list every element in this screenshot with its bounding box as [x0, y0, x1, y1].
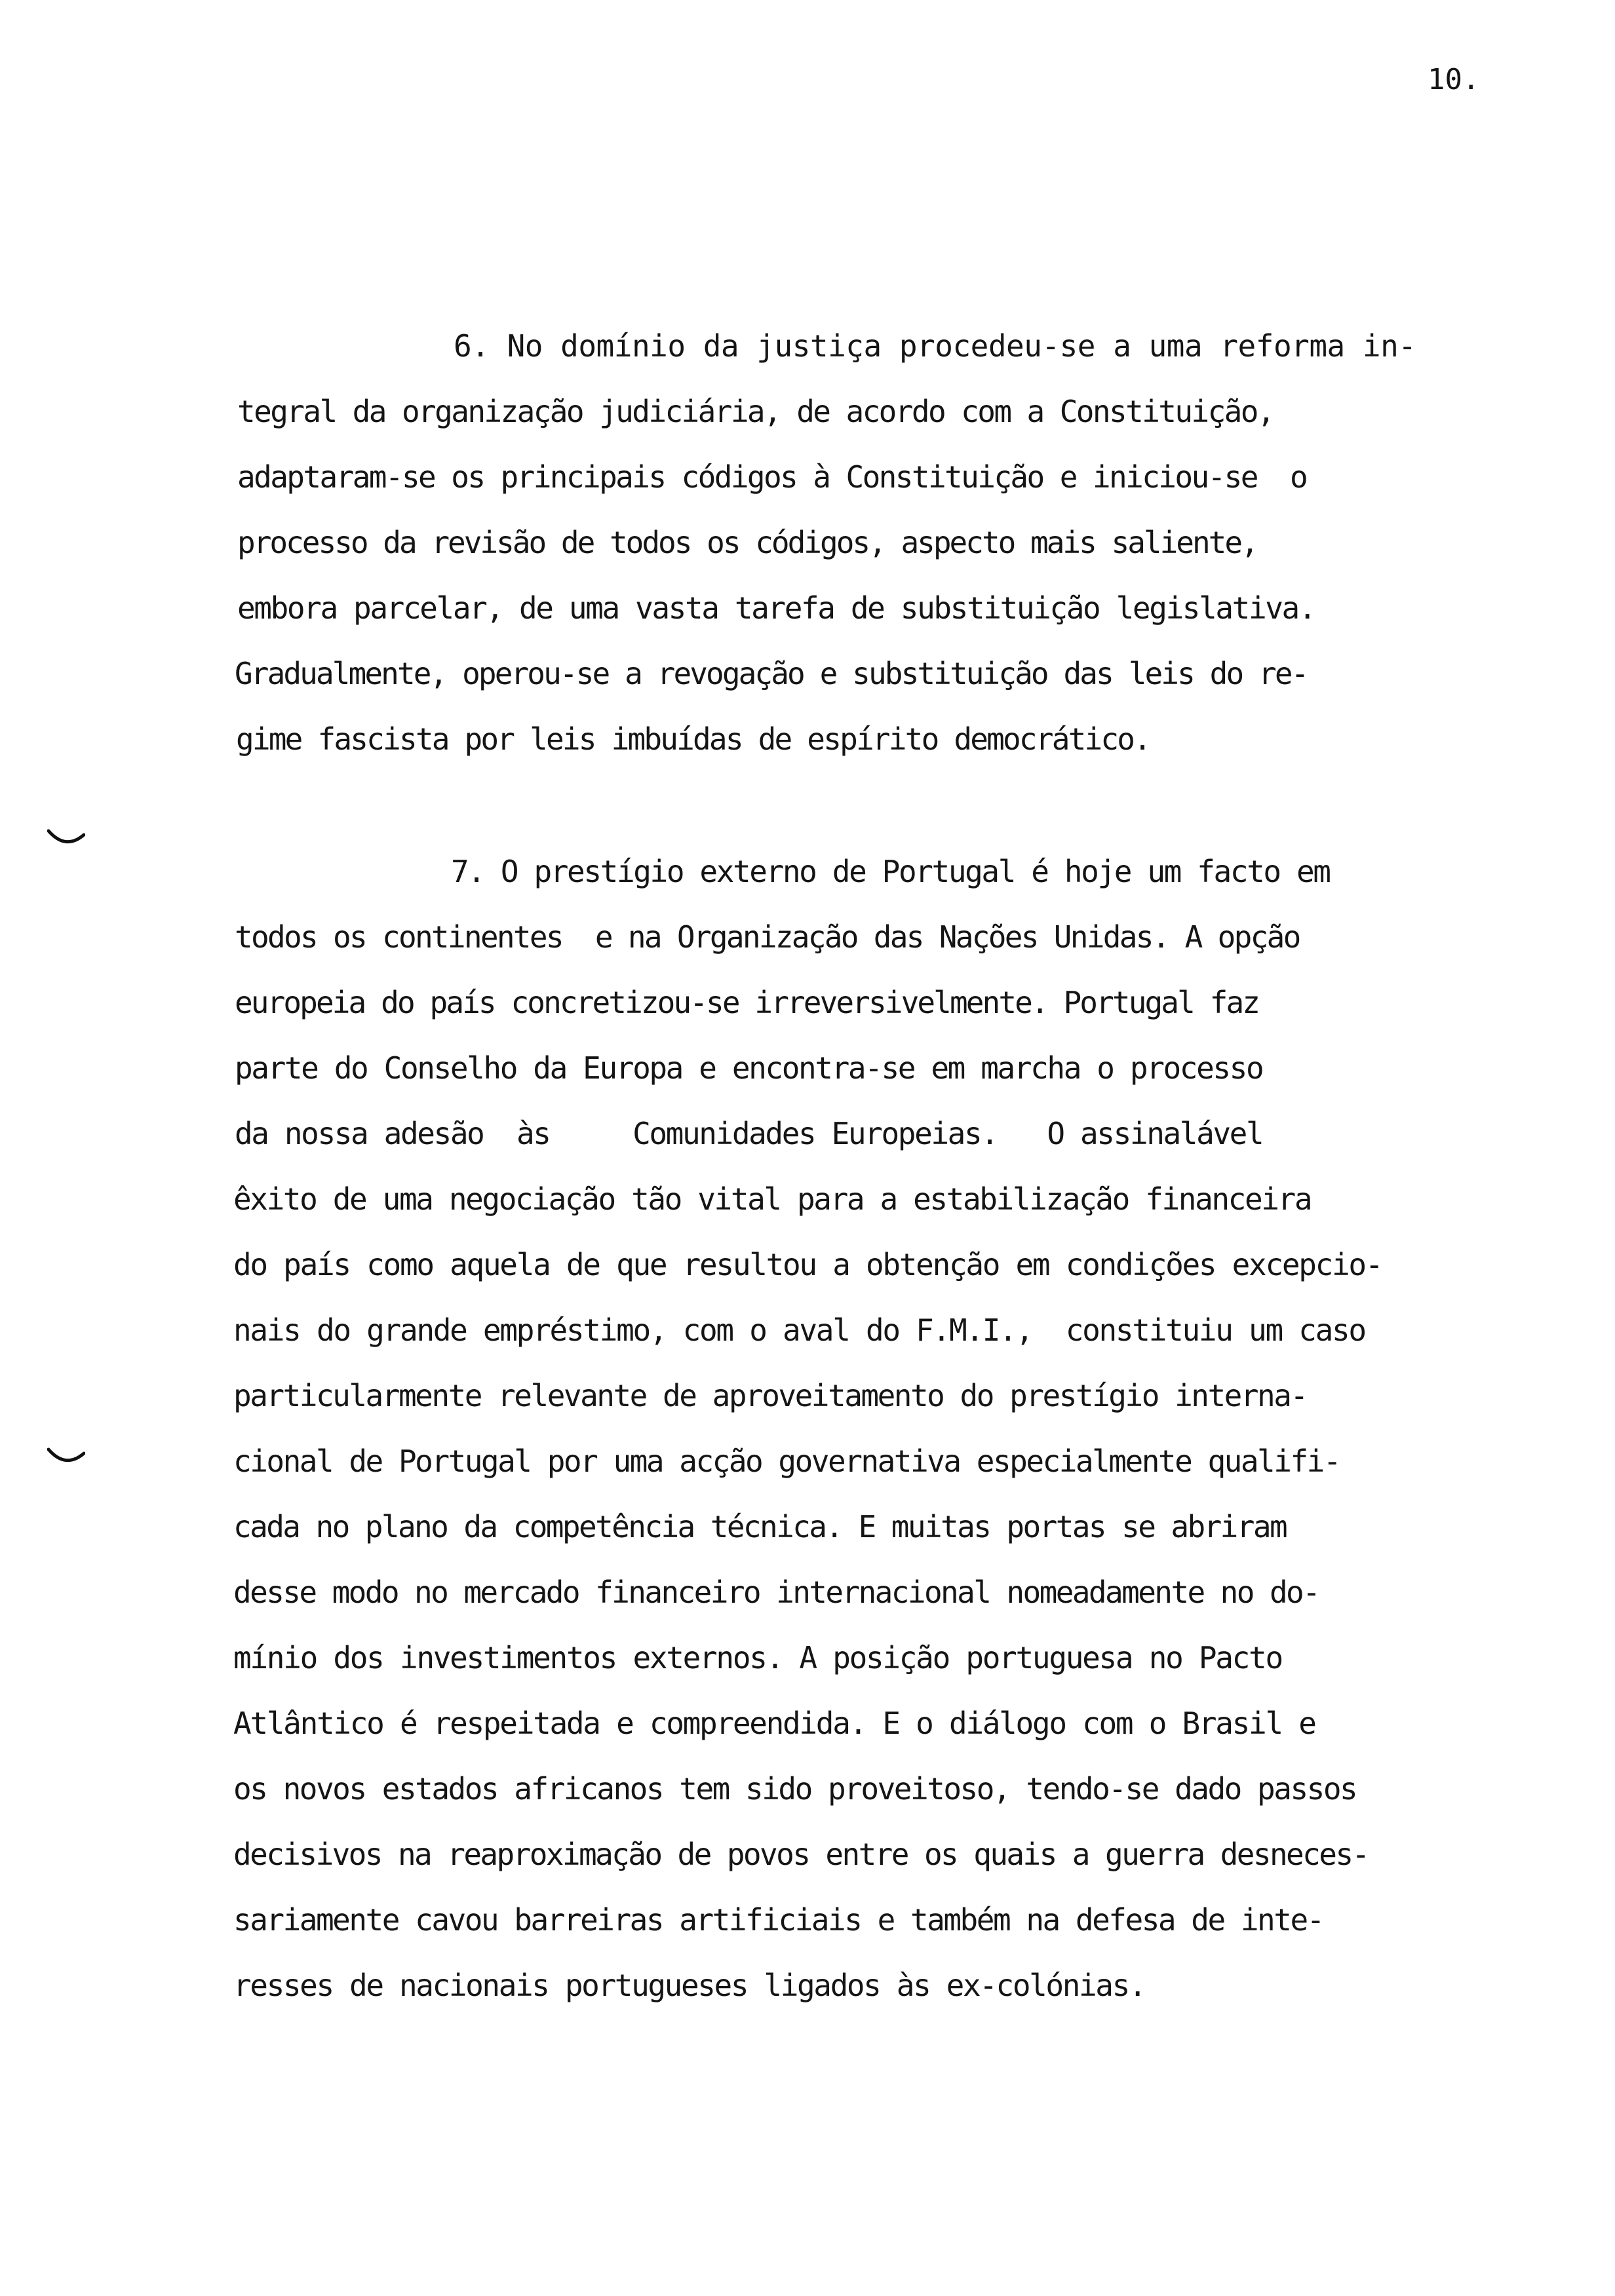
text-line: mínio dos investimentos externos. A posição portuguesa no Pacto — [233, 1640, 1282, 1675]
text-line: Atlântico é respeitada e compreendida. E o diálogo com o Brasil e — [233, 1706, 1315, 1741]
binding-mark-lower — [47, 1447, 85, 1466]
binding-mark-upper — [47, 828, 85, 848]
text-line: Gradualmente, operou-se a revogação e substituição das leis do re- — [235, 656, 1308, 691]
text-line: particularmente relevante de aproveitamento do prestígio interna- — [233, 1378, 1307, 1413]
text-line: 6. No domínio da justiça procedeu-se a uma reforma in- — [454, 328, 1416, 364]
text-line: nais do grande empréstimo, com o aval do F.M.I., constituiu um caso — [233, 1312, 1365, 1348]
text-line: adaptaram-se os principais códigos à Constituição e iniciou-se o — [237, 459, 1307, 495]
text-line: tegral da organização judiciária, de acordo com a Constituição, — [237, 394, 1274, 429]
text-line: decisivos na reaproximação de povos entre os quais a guerra desneces- — [233, 1837, 1369, 1872]
text-line: todos os continentes e na Organização das Nações Unidas. A opção — [235, 919, 1300, 955]
text-line: parte do Conselho da Europa e encontra-se em marcha o processo — [235, 1050, 1263, 1086]
text-line: êxito de uma negociação tão vital para a estabilização financeira — [233, 1181, 1312, 1217]
text-line: resses de nacionais portugueses ligados às ex-colónias. — [233, 1968, 1146, 2003]
text-line: embora parcelar, de uma vasta tarefa de substituição legislativa. — [237, 590, 1315, 626]
text-line: do país como aquela de que resultou a obtenção em condições excepcio- — [233, 1247, 1382, 1282]
text-line: sariamente cavou barreiras artificiais e também na defesa de inte- — [233, 1902, 1323, 1938]
text-line: cional de Portugal por uma acção governativa especialmente qualifi- — [233, 1444, 1340, 1479]
text-line: gime fascista por leis imbuídas de espírito democrático. — [236, 721, 1150, 757]
text-line: desse modo no mercado financeiro internacional nomeadamente no do- — [233, 1575, 1319, 1610]
text-line: 7. O prestígio externo de Portugal é hoje um facto em — [451, 854, 1330, 889]
text-line: os novos estados africanos tem sido proveitoso, tendo-se dado passos — [233, 1771, 1357, 1807]
text-line: da nossa adesão às Comunidades Europeias. O assinalável — [235, 1116, 1263, 1151]
text-line: processo da revisão de todos os códigos, aspecto mais saliente, — [237, 525, 1257, 560]
text-line: cada no plano da competência técnica. E muitas portas se abriram — [233, 1509, 1287, 1544]
page-number: 10. — [1428, 63, 1480, 96]
text-line: europeia do país concretizou-se irreversivelmente. Portugal faz — [235, 985, 1259, 1020]
